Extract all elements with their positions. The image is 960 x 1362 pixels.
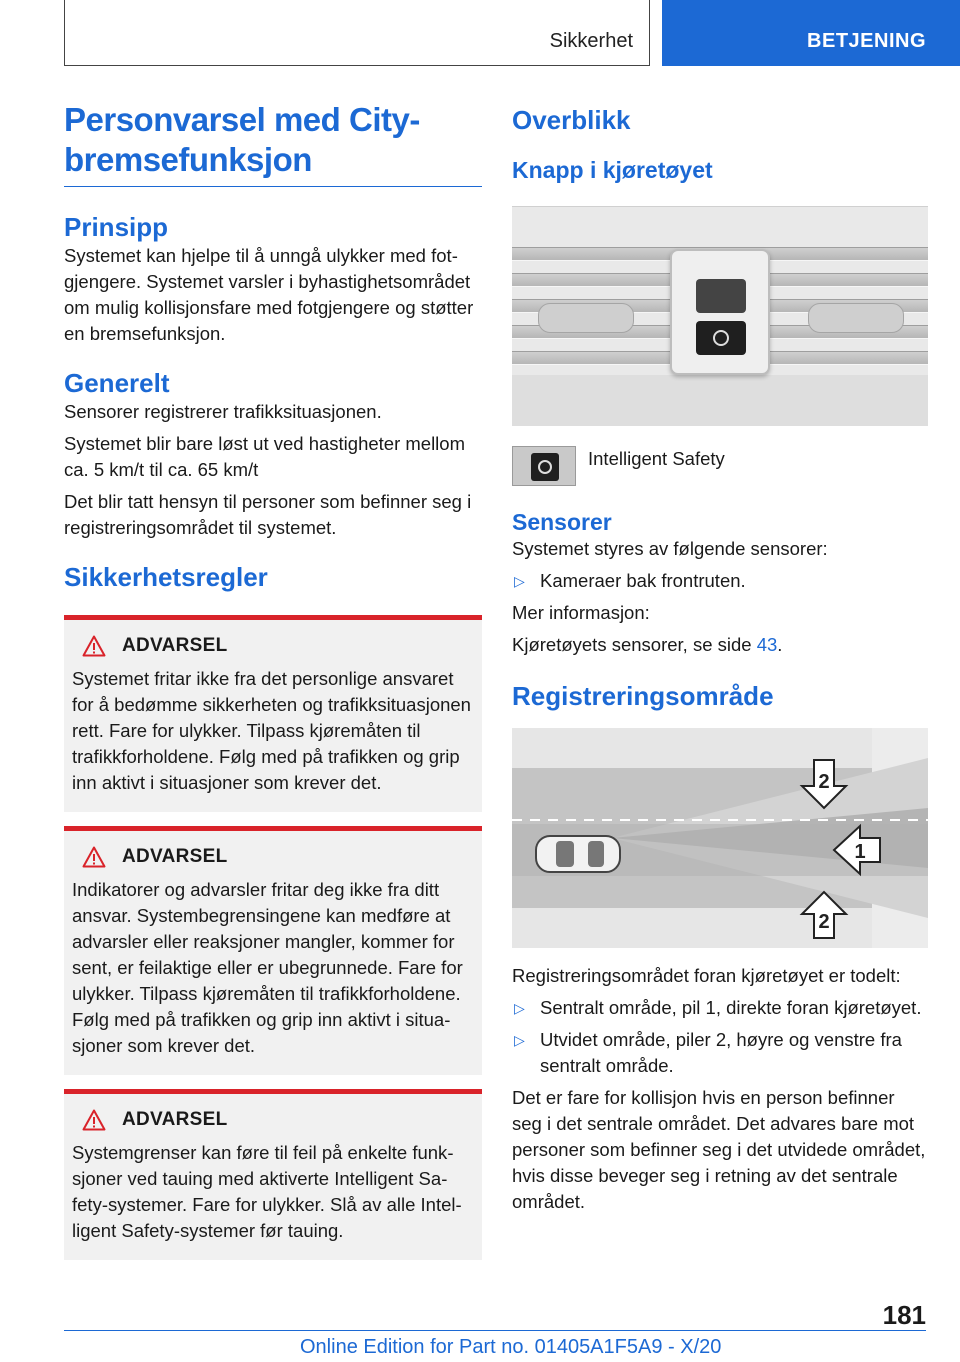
footer-divider bbox=[64, 1330, 926, 1331]
heading-generelt: Generelt bbox=[64, 368, 170, 398]
warning-text: Systemgrenser kan føre til feil på enkelte funksjoner ved tauing med aktiverte Intelligent Safety-systemer. Fare for ulykker. Slå av alle Intelligent Safety-systemer før tauing. bbox=[72, 1142, 462, 1241]
dashboard-strip bbox=[512, 375, 928, 426]
heading-knapp: Knapp i kjøretøyet bbox=[512, 157, 713, 183]
arrow-2-top-label: 2 bbox=[818, 771, 830, 793]
upper-button bbox=[696, 279, 746, 313]
header-chapter-title: BETJENING bbox=[807, 30, 926, 52]
vent-knob-left bbox=[538, 303, 634, 333]
page-title bbox=[64, 100, 482, 187]
warning-label: ADVARSEL bbox=[122, 846, 228, 867]
page-title-line-1: Personvarsel med City- bbox=[64, 101, 420, 138]
page-link-43[interactable]: 43 bbox=[756, 634, 778, 655]
generelt-p3: Det blir tatt hensyn til personer som befinner seg i registreringsområdet til systemet. bbox=[64, 491, 472, 538]
switch-panel bbox=[670, 249, 770, 375]
prinsipp-text: Systemet kan hjelpe til å unngå ulykker med fotgjengere. Systemet varsler i byhastighetsområdet om mulig kollisjonsfare med fotgjengere og støtter en bremsefunksjon. bbox=[64, 245, 474, 344]
intelligent-safety-icon bbox=[713, 330, 729, 346]
page-title-line-2: bremsefunksjon bbox=[64, 141, 312, 178]
sensorer-more: Mer informasjon: bbox=[512, 602, 650, 623]
vent-knob-right bbox=[808, 303, 904, 333]
triangle-bullet-icon: ▷ bbox=[514, 1000, 525, 1016]
warning-triangle-icon bbox=[82, 635, 106, 657]
warning-label: ADVARSEL bbox=[122, 1109, 228, 1130]
heading-sikkerhetsregler: Sikkerhetsregler bbox=[64, 562, 268, 592]
detection-area-diagram bbox=[512, 728, 928, 948]
list-item bbox=[512, 995, 928, 1021]
registrering-intro: Registreringsområdet foran kjøretøyet er todelt: bbox=[512, 965, 901, 986]
page-number: 181 bbox=[882, 1300, 926, 1330]
right-column bbox=[512, 100, 928, 1215]
triangle-bullet-icon: ▷ bbox=[514, 573, 525, 589]
arrow-2-bottom-label: 2 bbox=[818, 911, 830, 933]
warning-box-1 bbox=[64, 615, 482, 812]
list-item-text: Sentralt område, pil 1, direkte foran kjøretøyet. bbox=[540, 997, 922, 1018]
warning-triangle-icon bbox=[82, 1109, 106, 1131]
warning-label: ADVARSEL bbox=[122, 635, 228, 656]
header-chapter-tab bbox=[662, 0, 960, 66]
list-item bbox=[512, 568, 928, 594]
car-icon bbox=[536, 836, 620, 872]
generelt-p2: Systemet blir bare løst ut ved hastigheter mellom ca. 5 km/t til ca. 65 km/t bbox=[64, 433, 465, 480]
button-photo bbox=[512, 206, 928, 426]
reference-text: Kjøretøyets sensorer, se side bbox=[512, 634, 757, 655]
heading-prinsipp: Prinsipp bbox=[64, 212, 169, 242]
arrow-1-label: 1 bbox=[854, 841, 866, 863]
footer-edition: Online Edition for Part no. 01405A1F5A9 - X/20 bbox=[300, 1336, 722, 1358]
warning-triangle-icon bbox=[82, 846, 106, 868]
header-section-box bbox=[64, 0, 650, 66]
intelligent-safety-icon bbox=[512, 446, 576, 486]
intelligent-safety-button bbox=[696, 321, 746, 355]
list-item bbox=[512, 1027, 928, 1079]
heading-overblikk: Overblikk bbox=[512, 105, 631, 135]
list-item-text: Kameraer bak frontruten. bbox=[540, 570, 746, 591]
button-legend bbox=[512, 446, 928, 486]
generelt-p1: Sensorer registrerer trafikksituasjonen. bbox=[64, 401, 382, 422]
left-column bbox=[64, 100, 482, 1260]
reference-end: . bbox=[777, 634, 783, 655]
header-section-title: Sikkerhet bbox=[549, 30, 633, 52]
warning-text: Indikatorer og advarsler fritar deg ikke fra ditt ansvar. Systembegrensingene kan medføre at advarsler eller reaksjoner mangler, kommer for sent, er feilaktige eller er ubegrunnede. Fare for ulykker. Tilpass kjøremåten til trafikkforholdene. Følg med på trafikken og grip inn aktivt i situasjoner som krever det. bbox=[72, 879, 463, 1056]
warning-text: Systemet fritar ikke fra det personlige ansvaret for å bedømme sikkerheten og trafikksituasjonen rett. Fare for ulykker. Tilpass kjøremåten til trafikkforholdene. Følg med på trafikken og grip inn aktivt i situasjoner som krever det. bbox=[72, 668, 471, 793]
warning-box-2 bbox=[64, 826, 482, 1075]
list-item-text: Utvidet område, piler 2, høyre og venstre fra sentralt område. bbox=[540, 1029, 902, 1076]
warning-box-3 bbox=[64, 1089, 482, 1260]
sensorer-intro: Systemet styres av følgende sensorer: bbox=[512, 538, 828, 559]
registrering-text: Det er fare for kollisjon hvis en person befinner seg i det sentrale området. Det advares bare mot personer som befinner seg i det utvidede området, hvis disse beveger seg i retning av det sentrale området. bbox=[512, 1087, 926, 1212]
sensorer-reference bbox=[512, 632, 928, 658]
triangle-bullet-icon: ▷ bbox=[514, 1032, 525, 1048]
heading-sensorer: Sensorer bbox=[512, 509, 612, 535]
heading-registreringsomrade: Registreringsområde bbox=[512, 681, 774, 711]
intelligent-safety-label: Intelligent Safety bbox=[588, 448, 725, 469]
